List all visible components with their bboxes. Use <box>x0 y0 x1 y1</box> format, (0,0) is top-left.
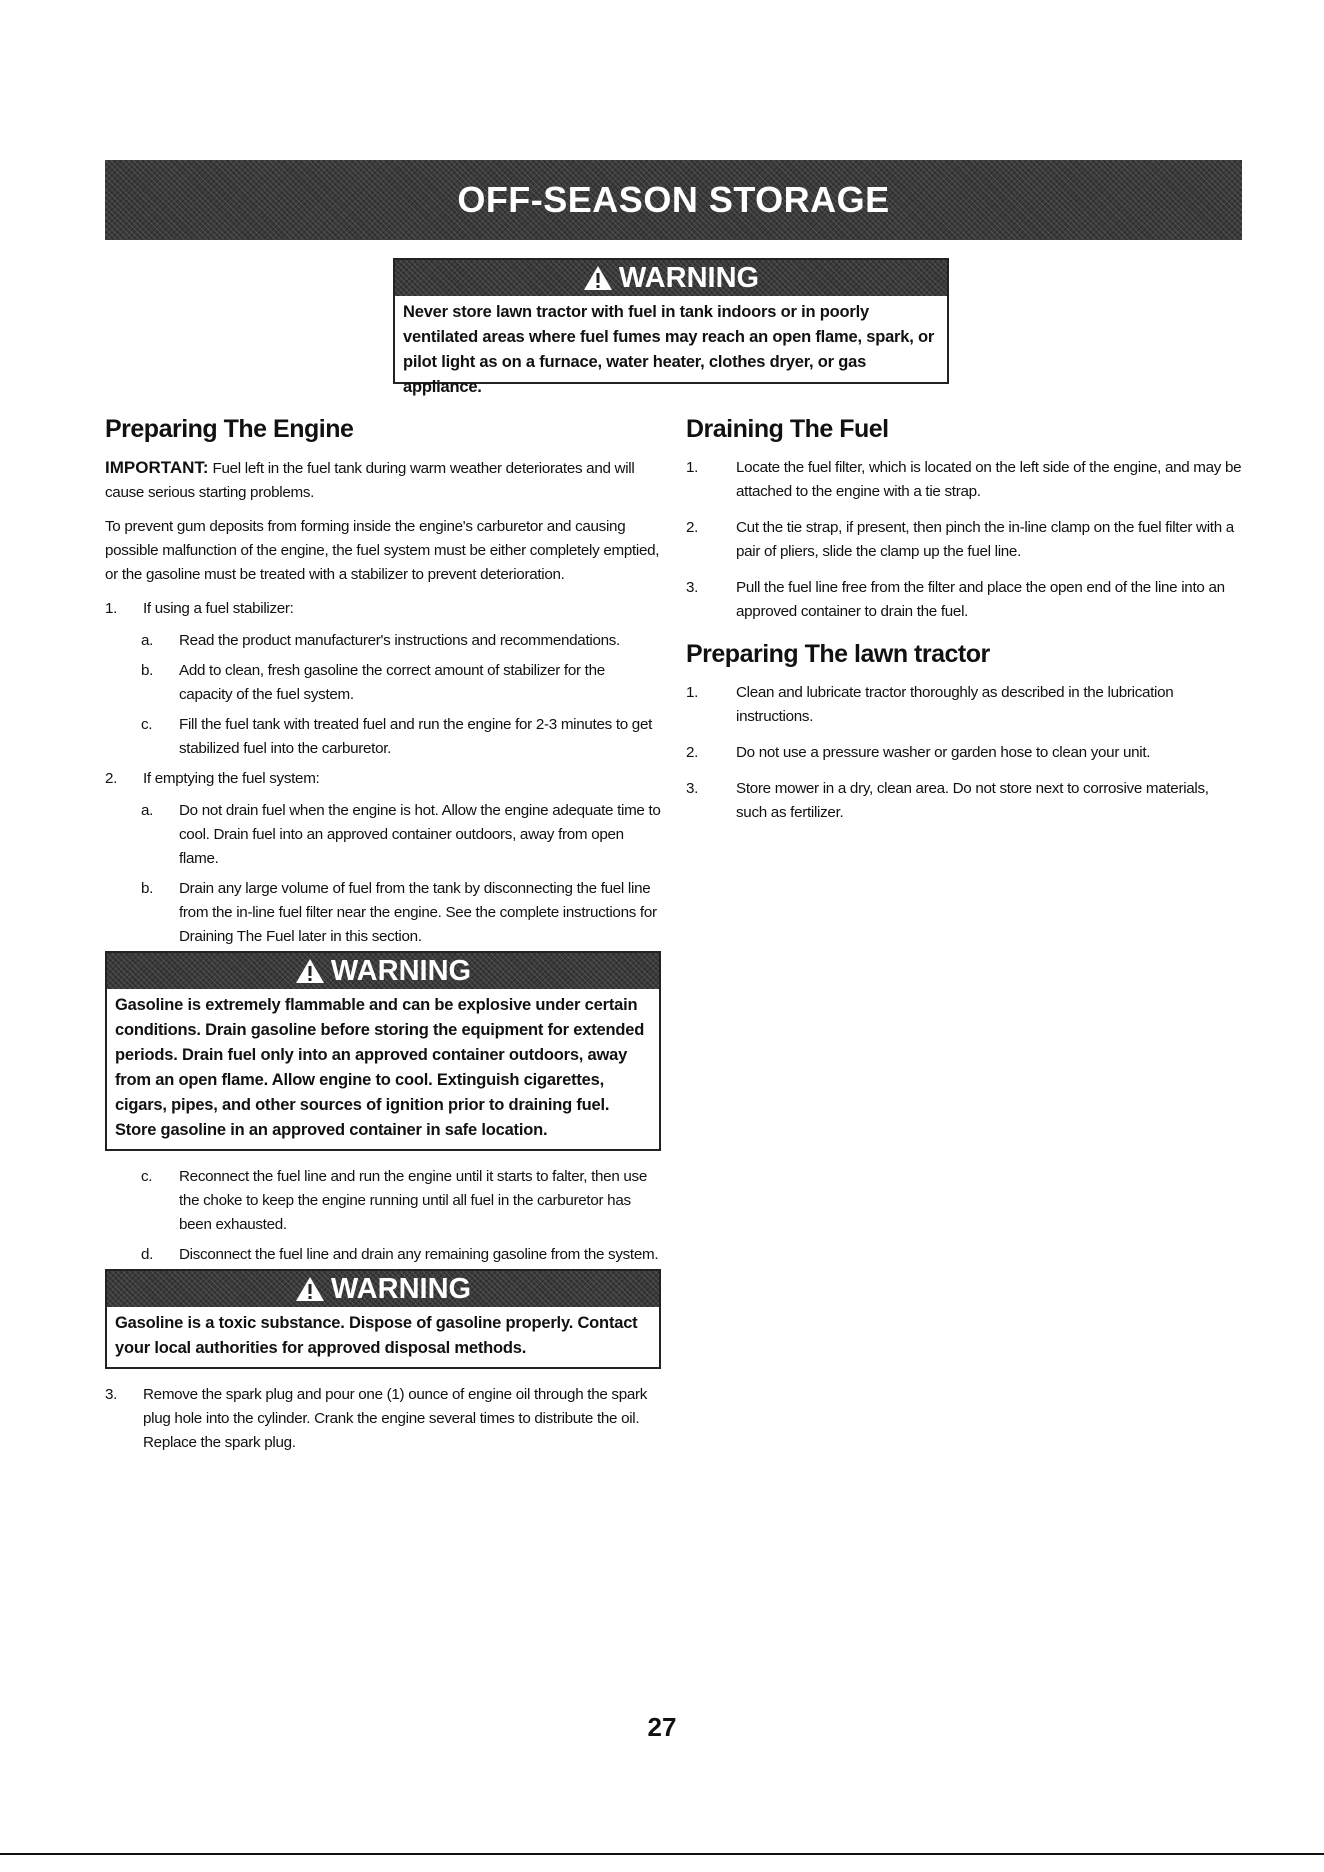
warning-header <box>395 260 947 296</box>
intro-paragraph: To prevent gum deposits from forming inside the engine's carburetor and causing possible malfunction of the engine, the fuel system must be either completely emptied, or the gasoline must be treated with a stabilizer to prevent deterioration. <box>105 518 660 583</box>
sub-item: c. Reconnect the fuel line and run the engine until it starts to falter, then use the choke to keep the engine running until all fuel in the carburetor has been exhausted. <box>141 1168 647 1233</box>
sub-item: b. Drain any large volume of fuel from the tank by disconnecting the fuel line from the in-line fuel filter near the engine. See the complete instructions for Draining The Fuel later in this section. <box>141 880 657 945</box>
preparing-engine-section <box>105 415 661 1463</box>
important-text: Fuel left in the fuel tank during warm weather deteriorates and will cause serious starting problems. <box>105 460 635 501</box>
warning-header <box>107 1271 659 1307</box>
important-note <box>105 456 661 505</box>
warning-triangle-icon <box>295 958 325 984</box>
list-item: 1. Locate the fuel filter, which is located on the left side of the engine, and may be attached to the engine with a tie strap. <box>686 459 1242 500</box>
list-item: 1. If using a fuel stabilizer: <box>105 600 294 617</box>
important-label: IMPORTANT: <box>105 458 209 477</box>
warning-box-toxic <box>105 1269 661 1369</box>
sub-item: a. Read the product manufacturer's instructions and recommendations. <box>141 632 620 649</box>
list-item: 3. Remove the spark plug and pour one (1) ounce of engine oil through the spark plug hole into the cylinder. Crank the engine several times to distribute the oil. Replace the spark plug. <box>105 1386 648 1451</box>
warning-header <box>107 953 659 989</box>
sub-item: a. Do not drain fuel when the engine is hot. Allow the engine adequate time to cool. Drain fuel into an approved container outdoors, away from open flame. <box>141 802 661 867</box>
sub-item: b. Add to clean, fresh gasoline the correct amount of stabilizer for the capacity of the fuel system. <box>141 662 605 703</box>
page-title: OFF-SEASON STORAGE <box>457 179 890 220</box>
list-item: 3. Store mower in a dry, clean area. Do not store next to corrosive materials, such as fertilizer. <box>686 780 1209 821</box>
draining-fuel-heading: Draining The Fuel <box>686 415 889 443</box>
page-number: 27 <box>647 1712 677 1742</box>
preparing-tractor-heading: Preparing The lawn tractor <box>686 640 990 668</box>
warning-box-top <box>393 258 949 396</box>
warning-label: WARNING <box>330 1272 472 1305</box>
list-item: 2. If emptying the fuel system: <box>105 770 320 787</box>
warning-triangle-icon <box>295 1276 325 1302</box>
list-item: 3. Pull the fuel line free from the filter and place the open end of the line into an approved container to drain the fuel. <box>686 579 1225 620</box>
warning-text: Gasoline is a toxic substance. Dispose of gasoline properly. Contact your local authorities for approved disposal methods. <box>115 1314 638 1357</box>
warning-label: WARNING <box>618 261 760 294</box>
warning-triangle-icon <box>583 265 613 291</box>
section-title-bar <box>105 160 1242 240</box>
section-heading: Preparing The Engine <box>105 415 354 443</box>
bottom-divider <box>0 1853 1324 1855</box>
list-item: 1. Clean and lubricate tractor thoroughly as described in the lubrication instructions. <box>686 684 1174 725</box>
warning-text: Never store lawn tractor with fuel in tank indoors or in poorly ventilated areas where fuel fumes may reach an open flame, spark, or pilot light as on a furnace, water heater, clothes dryer, or gas appliance. <box>403 303 935 396</box>
warning-label: WARNING <box>330 954 472 987</box>
sub-item: c. Fill the fuel tank with treated fuel and run the engine for 2-3 minutes to get stabilized fuel into the carburetor. <box>141 716 653 757</box>
list-item: 2. Cut the tie strap, if present, then pinch the in-line clamp on the fuel filter with a pair of pliers, slide the clamp up the fuel line. <box>686 519 1234 560</box>
warning-text: Gasoline is extremely flammable and can be explosive under certain conditions. Drain gasoline before storing the equipment for extended periods. Drain fuel only into an approved container outdoors, away from an open flame. Allow engine to cool. Extinguish cigarettes, cigars, pipes, and other sources of ignition prior to draining fuel. Store gasoline in an approved container in safe location. <box>115 996 645 1139</box>
sub-item: d. Disconnect the fuel line and drain any remaining gasoline from the system. <box>141 1246 659 1263</box>
warning-box-flammable <box>105 951 661 1151</box>
list-item: 2. Do not use a pressure washer or garden hose to clean your unit. <box>686 744 1151 761</box>
right-column <box>686 415 1242 837</box>
